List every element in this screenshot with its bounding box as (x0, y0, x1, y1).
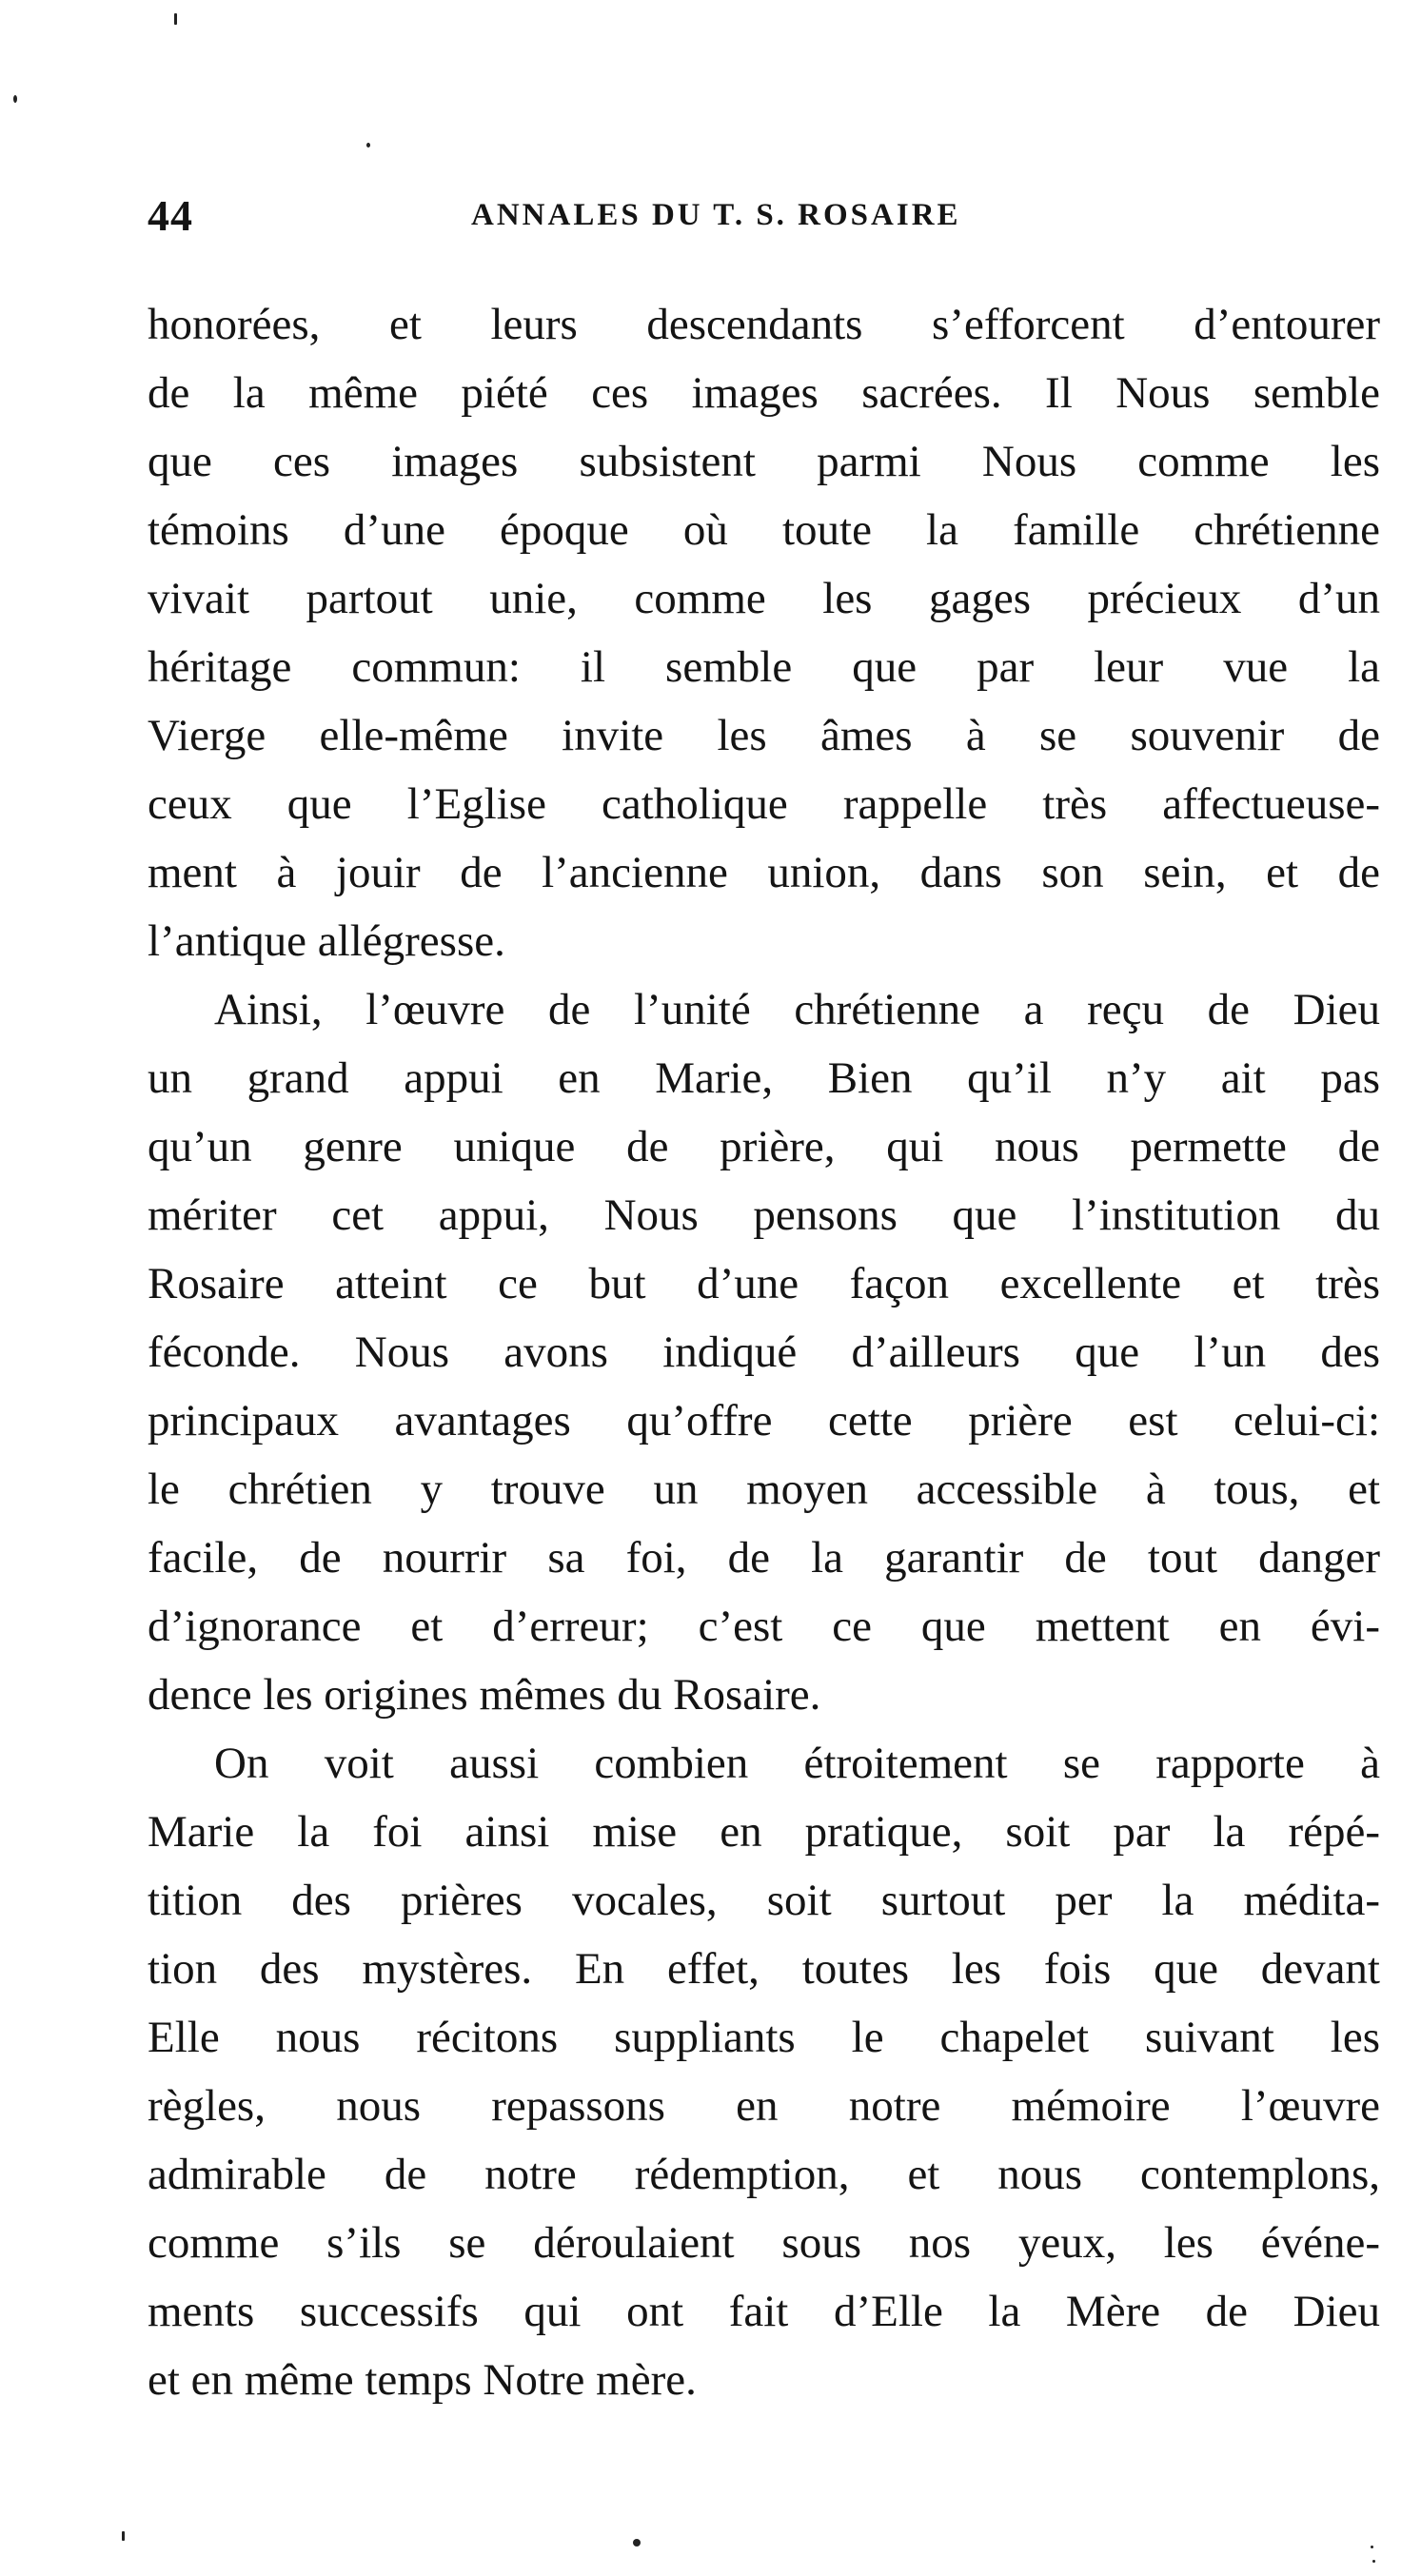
text-line: Vierge elle-même invite les âmes à se souvenir de (148, 711, 1380, 760)
text-line: un grand appui en Marie, Bien qu’il n’y ait pas (148, 1053, 1380, 1103)
text-line: admirable de notre rédemption, et nous contemplons, (148, 2150, 1380, 2199)
text-line: honorées, et leurs descendants s’efforcent d’entourer (148, 300, 1380, 349)
text-line: principaux avantages qu’offre cette prière est celui-ci: (148, 1396, 1380, 1445)
text-line: facile, de nourrir sa foi, de la garantir de tout danger (148, 1533, 1380, 1583)
paragraph-start-line: On voit aussi combien étroitement se rapporte à (214, 1739, 1380, 1788)
scan-speck (122, 2531, 125, 2541)
text-line: l’antique allégresse. (148, 916, 505, 966)
scan-speck (633, 2539, 641, 2547)
text-line: témoins d’une époque où toute la famille chrétienne (148, 505, 1380, 555)
page-header (148, 190, 1385, 247)
text-line: Rosaire atteint ce but d’une façon excellente et très (148, 1259, 1380, 1308)
text-line: Marie la foi ainsi mise en pratique, soit par la répé- (148, 1807, 1380, 1857)
text-line: tition des prières vocales, soit surtout per la médita- (148, 1876, 1380, 1925)
scan-speck (1372, 2560, 1375, 2563)
text-line: qu’un genre unique de prière, qui nous permette de (148, 1122, 1380, 1171)
text-line: ments successifs qui ont fait d’Elle la Mère de Dieu (148, 2287, 1380, 2336)
scan-speck (1371, 2546, 1373, 2548)
running-title: ANNALES DU T. S. ROSAIRE (471, 198, 961, 232)
text-line: féconde. Nous avons indiqué d’ailleurs que l’un des (148, 1327, 1380, 1377)
text-line: que ces images subsistent parmi Nous comme les (148, 437, 1380, 486)
text-line: ment à jouir de l’ancienne union, dans son sein, et de (148, 848, 1380, 897)
scan-speck (366, 143, 370, 147)
text-line: de la même piété ces images sacrées. Il Nous semble (148, 368, 1380, 418)
text-line: d’ignorance et d’erreur; c’est ce que mettent en évi- (148, 1602, 1380, 1651)
text-line: règles, nous repassons en notre mémoire l’œuvre (148, 2081, 1380, 2131)
text-line: ceux que l’Eglise catholique rappelle très affectueuse- (148, 779, 1380, 829)
text-line: héritage commun: il semble que par leur vue la (148, 642, 1380, 692)
text-line: Elle nous récitons suppliants le chapelet suivant les (148, 2013, 1380, 2062)
text-line: comme s’ils se déroulaient sous nos yeux, les événe- (148, 2218, 1380, 2268)
page-number: 44 (148, 191, 193, 240)
scan-speck (13, 95, 17, 103)
body-text (148, 290, 1380, 2414)
text-line: mériter cet appui, Nous pensons que l’institution du (148, 1190, 1380, 1240)
text-line: tion des mystères. En effet, toutes les fois que devant (148, 1944, 1380, 1994)
scan-speck (174, 13, 177, 25)
text-line: et en même temps Notre mère. (148, 2355, 697, 2405)
text-line: dence les origines mêmes du Rosaire. (148, 1670, 821, 1720)
paragraph-start-line: Ainsi, l’œuvre de l’unité chrétienne a reçu de Dieu (214, 985, 1380, 1034)
text-line: le chrétien y trouve un moyen accessible à tous, et (148, 1465, 1380, 1514)
text-line: vivait partout unie, comme les gages précieux d’un (148, 574, 1380, 623)
